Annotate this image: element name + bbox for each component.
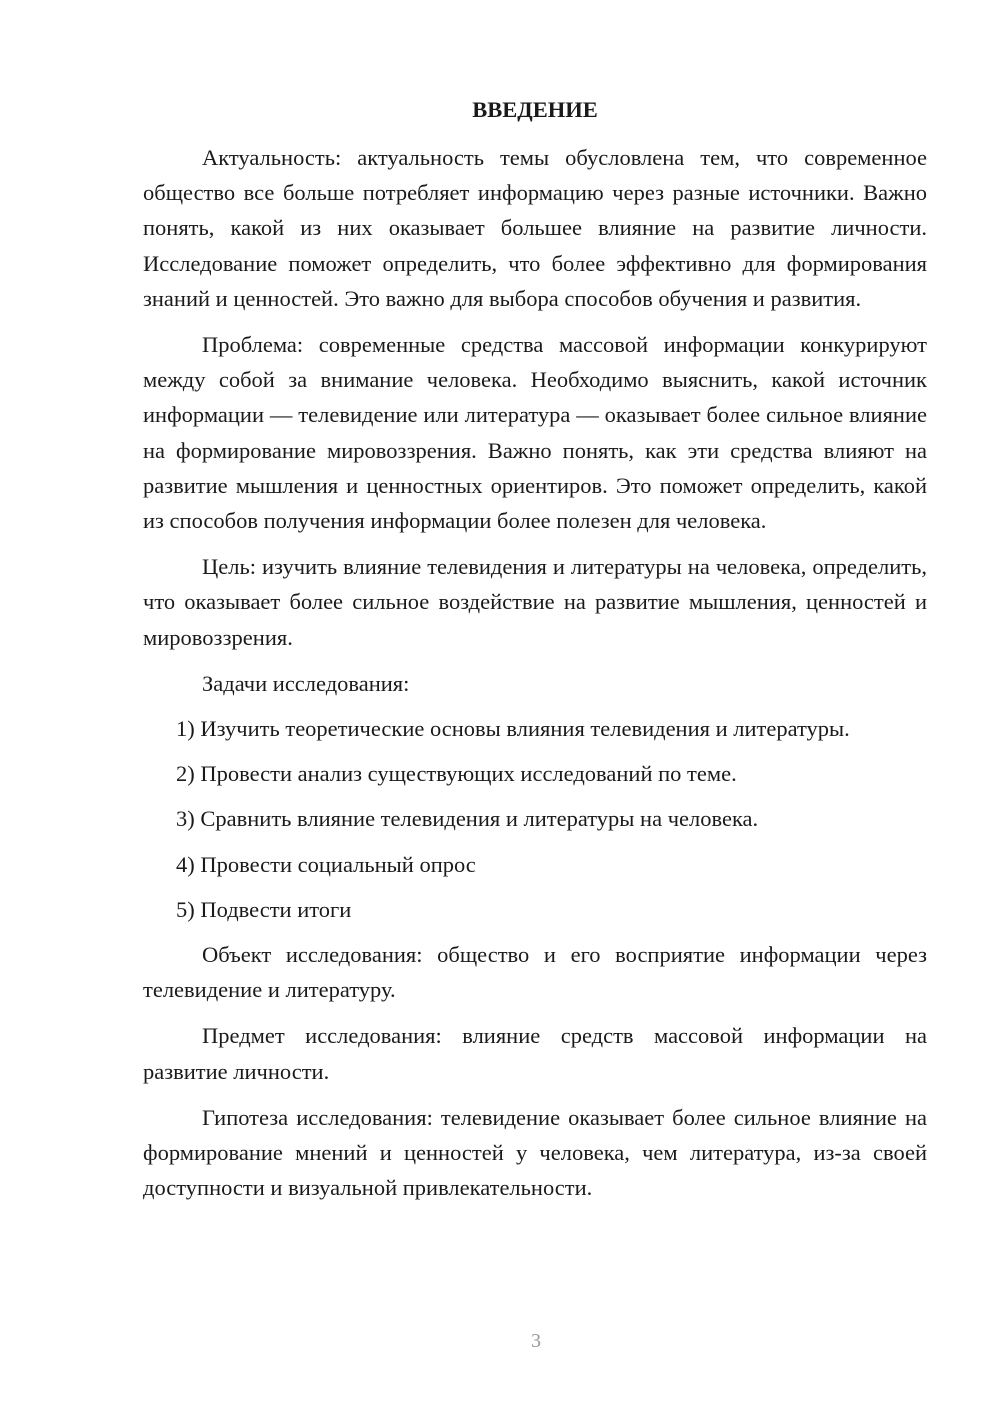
paragraph-object: Объект исследования: общество и его восприятие информации через телевидение и литературу. — [143, 942, 927, 1003]
task-item: 4) Провести социальный опрос — [176, 851, 476, 877]
tasks-list — [143, 711, 927, 927]
paragraph-subject: Предмет исследования: влияние средств массовой информации на развитие личности. — [143, 1023, 927, 1084]
task-item: 1) Изучить теоретические основы влияния телевидения и литературы. — [176, 716, 850, 742]
paragraph-relevance: Актуальность: актуальность темы обусловлена тем, что современное общество все больше потребляет информацию через разные источники. Важно понять, какой из них оказывает большее влияние на развитие личности. Исследование поможет определить, что более эффективно для формирования знаний и ценностей. Это важно для выбора способов обучения и развития. — [143, 145, 927, 311]
paragraph-hypothesis: Гипотеза исследования: телевидение оказывает более сильное влияние на формирование мнений и ценностей у человека, чем литература, из-за своей доступности и визуальной привлекательности. — [143, 1104, 927, 1201]
section-title: ВВЕДЕНИЕ — [472, 97, 598, 122]
tasks-heading: Задачи исследования: — [202, 670, 410, 696]
document-body — [143, 90, 927, 1216]
task-item: 3) Сравнить влияние телевидения и литературы на человека. — [176, 806, 759, 832]
page-number: 3 — [531, 1330, 541, 1352]
paragraph-goal: Цель: изучить влияние телевидения и литературы на человека, определить, что оказывает более сильное воздействие на развитие мышления, ценностей и мировоззрения. — [143, 554, 927, 650]
task-item: 2) Провести анализ существующих исследований по теме. — [176, 761, 737, 787]
paragraph-problem: Проблема: современные средства массовой информации конкурируют между собой за внимание человека. Необходимо выяснить, какой источник информации — телевидение или литература — оказывает более сильное влияние на формирование мировоззрения. Важно понять, как эти средства влияют на развитие мышления и ценностных ориентиров. Это поможет определить, какой из способов получения информации более полезен для человека. — [143, 332, 927, 534]
task-item: 5) Подвести итоги — [176, 896, 352, 922]
